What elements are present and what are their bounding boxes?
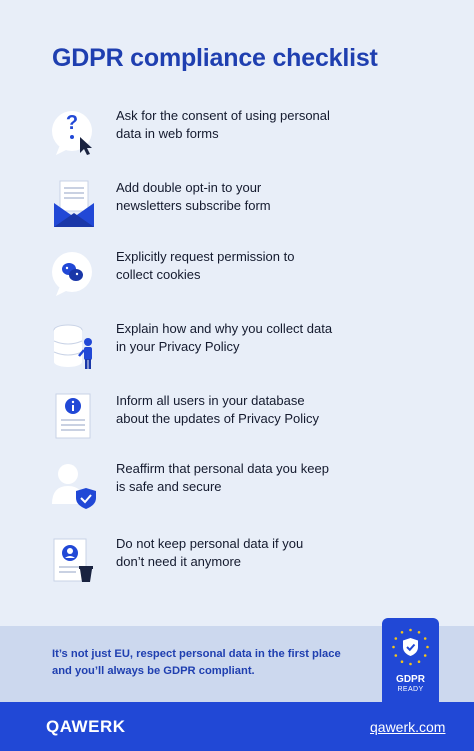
svg-text:?: ? — [65, 112, 79, 134]
cookie-bubble-icon — [50, 248, 98, 304]
checklist-item-cookies — [0, 248, 474, 308]
qawerk-logo: QAWERK — [46, 717, 126, 736]
website-link[interactable]: qawerk.com — [370, 719, 446, 735]
database-person-icon — [50, 320, 98, 376]
checklist-item-delete-data — [0, 535, 474, 595]
checklist-item-text: Explicitly request permission to collect cookies — [116, 249, 295, 282]
eu-stars-shield-icon — [382, 624, 439, 674]
checklist-item-text: Reaffirm that personal data you keep is safe and secure — [116, 461, 329, 494]
profile-trash-icon — [50, 535, 98, 591]
page-title: GDPR compliance checklist — [52, 44, 378, 72]
checklist-item-double-opt-in — [0, 179, 474, 239]
info-document-icon — [50, 392, 98, 448]
checklist-item-safe-secure — [0, 460, 474, 520]
checklist-item-inform-users — [0, 392, 474, 452]
footer-message: It’s not just EU, respect personal data in the first place and you’ll always be GDPR compliant. — [52, 648, 341, 677]
checklist-item-text: Inform all users in your database about the updates of Privacy Policy — [116, 393, 320, 426]
checklist-item-text: Do not keep personal data if you don’t need it anymore — [116, 536, 304, 569]
checklist-item-text: Add double opt-in to your newsletters subscribe form — [116, 180, 271, 213]
checklist-item-text: Ask for the consent of using personal data in web forms — [116, 108, 330, 141]
user-shield-icon — [50, 460, 98, 516]
checklist-item-text: Explain how and why you collect data in your Privacy Policy — [116, 321, 333, 354]
badge-title: GDPR — [396, 674, 425, 685]
checklist-item-privacy-policy — [0, 320, 474, 380]
badge-subtitle: READY — [397, 686, 424, 693]
gdpr-ready-badge — [382, 618, 439, 706]
question-bubble-cursor-icon — [50, 107, 98, 163]
checklist-item-consent — [0, 107, 474, 167]
envelope-document-icon — [50, 179, 98, 235]
